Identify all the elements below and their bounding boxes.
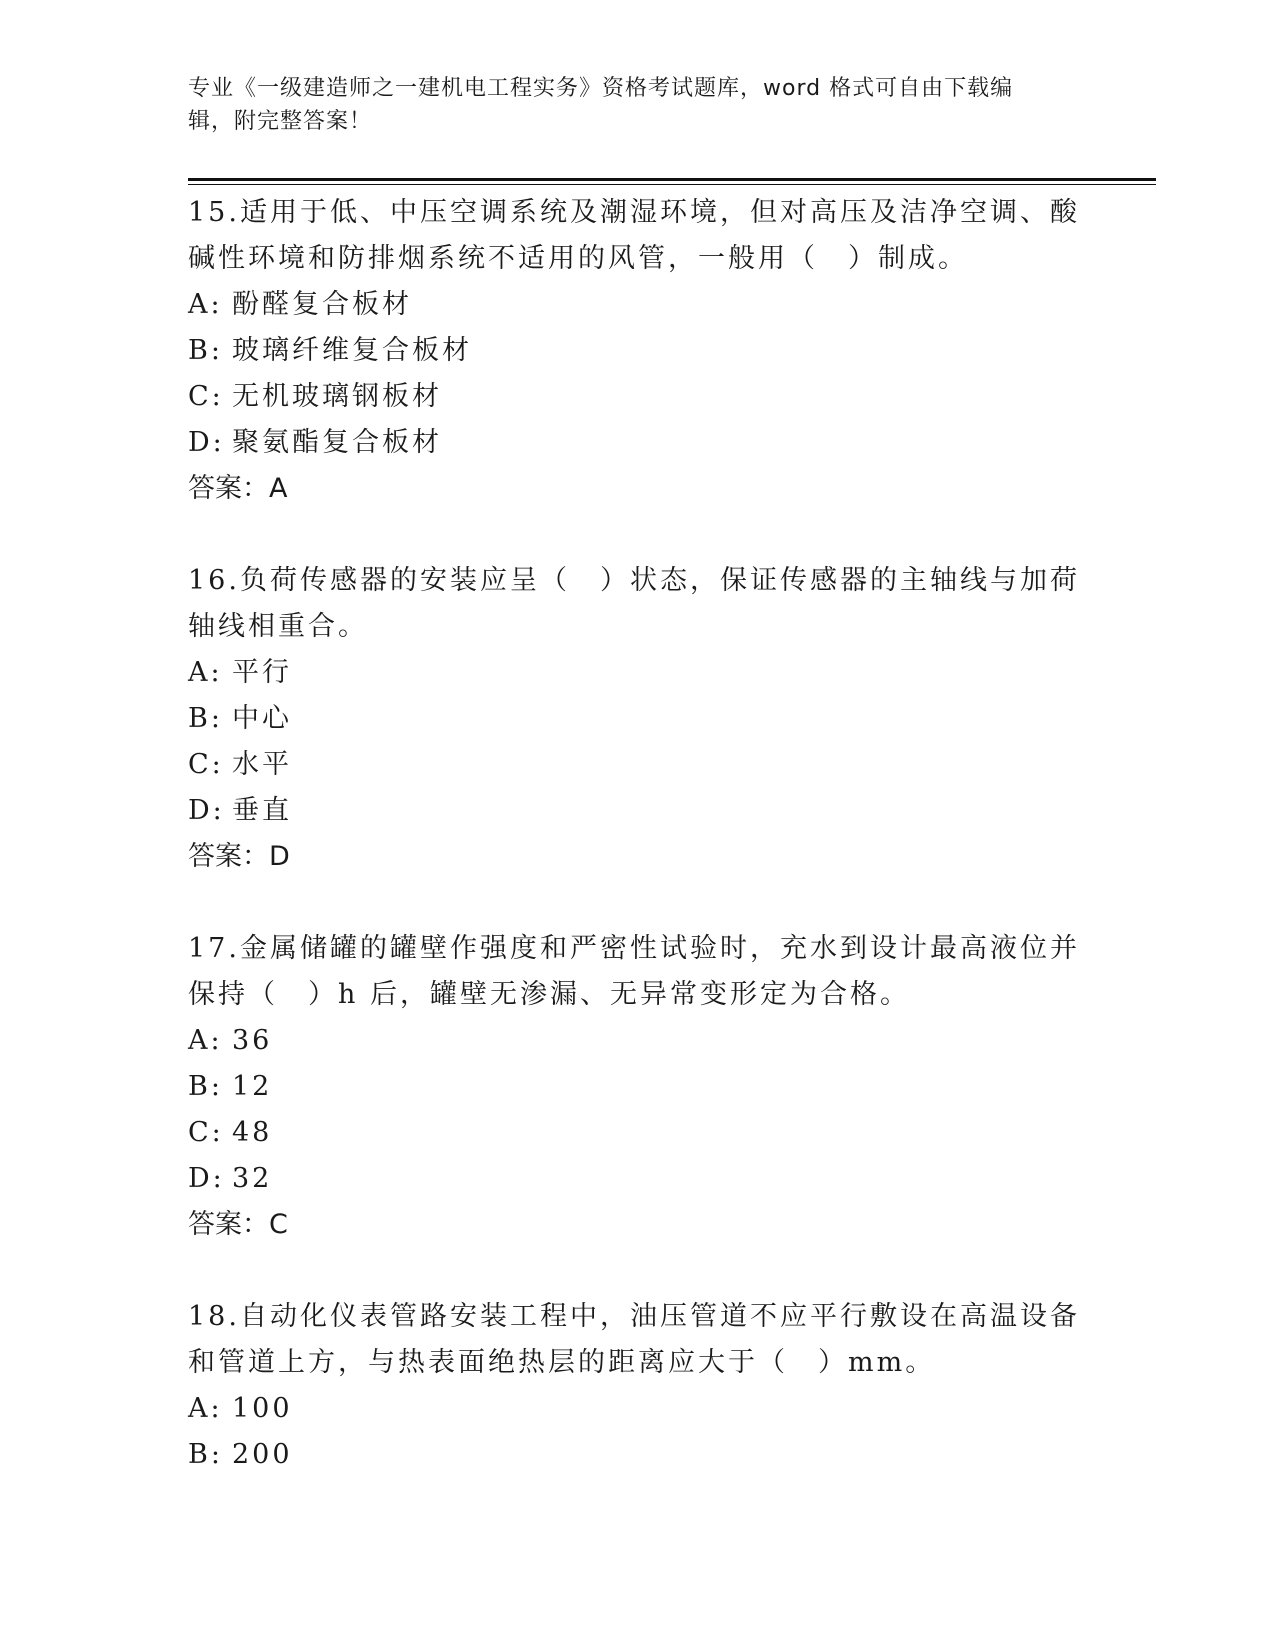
answer-label: 答案：A	[188, 473, 288, 504]
option-c	[188, 374, 1088, 420]
option-b	[188, 1432, 1088, 1478]
option-c	[188, 742, 1088, 788]
question-stem: 16.负荷传感器的安装应呈（ ）状态，保证传感器的主轴线与加荷轴线相重合。	[188, 565, 1080, 642]
option-c	[188, 1110, 1088, 1156]
option-key: C:	[188, 381, 224, 412]
option-a	[188, 1386, 1088, 1432]
option-key: D:	[188, 427, 225, 458]
option-text: 中心	[232, 703, 292, 734]
option-text: 水平	[232, 749, 292, 780]
answer-label: 答案：C	[188, 1209, 288, 1240]
option-text: 32	[232, 1163, 273, 1194]
option-key: B:	[188, 335, 223, 366]
header-rule-thick	[188, 178, 1156, 181]
option-key: A:	[188, 1025, 223, 1056]
option-d	[188, 788, 1088, 834]
option-key: B:	[188, 1071, 223, 1102]
option-key: A:	[188, 289, 223, 320]
option-key: C:	[188, 1117, 224, 1148]
question-stem: 18.自动化仪表管路安装工程中，油压管道不应平行敷设在高温设备和管道上方，与热表面绝热层的距离应大于（ ）mm。	[188, 1301, 1080, 1378]
option-text: 聚氨酯复合板材	[232, 427, 442, 458]
option-d	[188, 420, 1088, 466]
option-key: B:	[188, 1439, 223, 1470]
option-b	[188, 1064, 1088, 1110]
option-key: A:	[188, 657, 223, 688]
question-stem: 15.适用于低、中压空调系统及潮湿环境，但对高压及洁净空调、酸碱性环境和防排烟系统不适用的风管，一般用（ ）制成。	[188, 197, 1080, 274]
option-a	[188, 1018, 1088, 1064]
option-a	[188, 282, 1088, 328]
question-16	[188, 558, 1088, 880]
option-b	[188, 328, 1088, 374]
option-text: 平行	[232, 657, 292, 688]
option-key: D:	[188, 1163, 225, 1194]
option-text: 36	[232, 1025, 273, 1056]
header-rule-thin	[188, 184, 1156, 185]
option-text: 12	[232, 1071, 273, 1102]
option-a	[188, 650, 1088, 696]
question-list	[188, 190, 1088, 1524]
option-key: A:	[188, 1393, 223, 1424]
option-text: 玻璃纤维复合板材	[232, 335, 472, 366]
question-stem: 17.金属储罐的罐壁作强度和严密性试验时，充水到设计最高液位并保持（ ）h 后，罐壁无渗漏、无异常变形定为合格。	[188, 933, 1080, 1010]
header-line-2: 辑，附完整答案！	[188, 109, 373, 134]
option-text: 48	[232, 1117, 273, 1148]
option-key: C:	[188, 749, 224, 780]
header-line-1: 专业《一级建造师之一建机电工程实务》资格考试题库，word 格式可自由下载编	[188, 76, 1014, 101]
option-text: 垂直	[232, 795, 292, 826]
answer-label: 答案：D	[188, 841, 290, 872]
question-15	[188, 190, 1088, 512]
option-text: 无机玻璃钢板材	[232, 381, 442, 412]
option-text: 酚醛复合板材	[232, 289, 412, 320]
question-17	[188, 926, 1088, 1248]
option-key: B:	[188, 703, 223, 734]
document-header	[188, 72, 1088, 138]
option-key: D:	[188, 795, 225, 826]
option-text: 200	[232, 1439, 293, 1470]
question-18	[188, 1294, 1088, 1478]
option-b	[188, 696, 1088, 742]
option-d	[188, 1156, 1088, 1202]
option-text: 100	[232, 1393, 293, 1424]
